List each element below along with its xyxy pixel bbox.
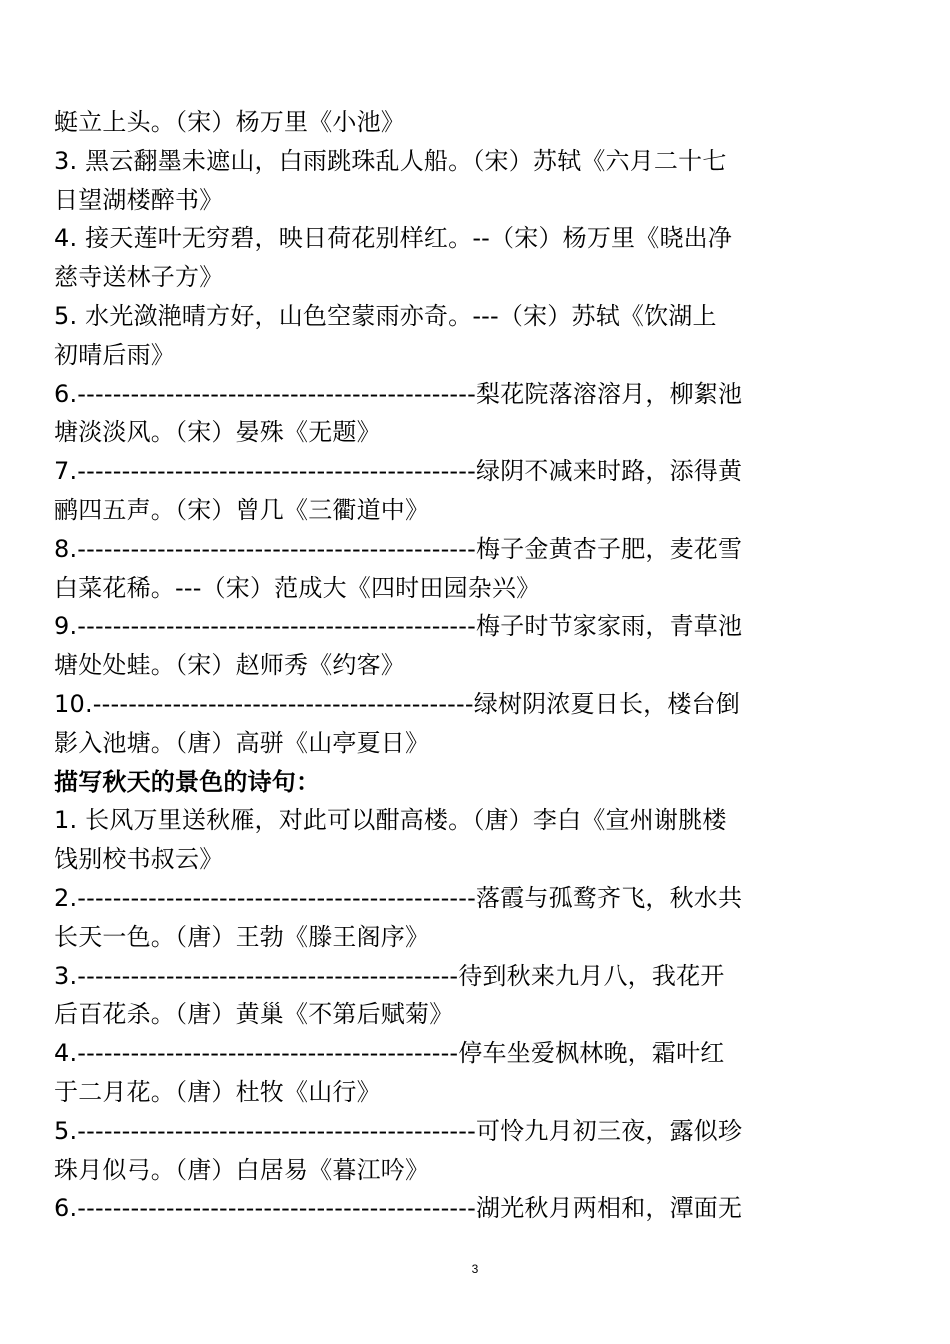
text-line: 6.---------------------------------------------梨花院落溶溶月，柳絮池 bbox=[54, 379, 743, 408]
text-line: 于二月花。（唐）杜牧《山行》 bbox=[54, 1077, 381, 1106]
text-line: 塘淡淡风。（宋）晏殊《无题》 bbox=[54, 418, 381, 447]
text-line: 4. 接天莲叶无穷碧，映日荷花别样红。--（宋）杨万里《晓出净 bbox=[54, 224, 733, 253]
text-line: 慈寺送林子方》 bbox=[54, 263, 224, 292]
section-heading: 描写秋天的景色的诗句： bbox=[54, 767, 321, 796]
text-line: 10.-------------------------------------------绿树阴浓夏日长，楼台倒 bbox=[54, 689, 740, 718]
document-body bbox=[54, 103, 834, 1228]
text-line: 初晴后雨》 bbox=[54, 340, 175, 369]
text-line: 5. 水光潋滟晴方好，山色空蒙雨亦奇。---（宋）苏轼《饮湖上 bbox=[54, 301, 717, 330]
text-line: 6.---------------------------------------------湖光秋月两相和，潭面无 bbox=[54, 1194, 743, 1223]
text-line: 5.---------------------------------------------可怜九月初三夜，露似珍 bbox=[54, 1116, 743, 1145]
text-line: 3. 黑云翻墨未遮山，白雨跳珠乱人船。（宋）苏轼《六月二十七 bbox=[54, 146, 727, 175]
text-line: 8.---------------------------------------------梅子金黄杏子肥，麦花雪 bbox=[54, 534, 743, 563]
text-line: 后百花杀。（唐）黄巢《不第后赋菊》 bbox=[54, 1000, 454, 1029]
text-line: 3.-------------------------------------------待到秋来九月八，我花开 bbox=[54, 961, 725, 990]
text-line: 9.---------------------------------------------梅子时节家家雨，青草池 bbox=[54, 612, 743, 641]
text-line: 日望湖楼醉书》 bbox=[54, 185, 224, 214]
page-number: 3 bbox=[471, 1262, 479, 1276]
text-line: 珠月似弓。（唐）白居易《暮江吟》 bbox=[54, 1155, 430, 1184]
text-line: 蜓立上头。（宋）杨万里《小池》 bbox=[54, 108, 405, 136]
text-line: 2.---------------------------------------------落霞与孤鹜齐飞，秋水共 bbox=[54, 883, 743, 912]
text-line: 7.---------------------------------------------绿阴不减来时路，添得黄 bbox=[54, 457, 743, 486]
text-line: 鹂四五声。（宋）曾几《三衢道中》 bbox=[54, 495, 430, 524]
text-line: 长天一色。（唐）王勃《滕王阁序》 bbox=[54, 922, 430, 951]
text-line: 1. 长风万里送秋雁，对此可以酣高楼。（唐）李白《宣州谢朓楼 bbox=[54, 806, 727, 835]
text-line: 饯别校书叔云》 bbox=[54, 845, 224, 874]
text-line: 影入池塘。（唐）高骈《山亭夏日》 bbox=[54, 728, 430, 757]
text-line: 白菜花稀。---（宋）范成大《四时田园杂兴》 bbox=[54, 573, 541, 602]
text-line: 塘处处蛙。（宋）赵师秀《约客》 bbox=[54, 651, 405, 680]
text-line: 4.-------------------------------------------停车坐爱枫林晚，霜叶红 bbox=[54, 1039, 725, 1068]
